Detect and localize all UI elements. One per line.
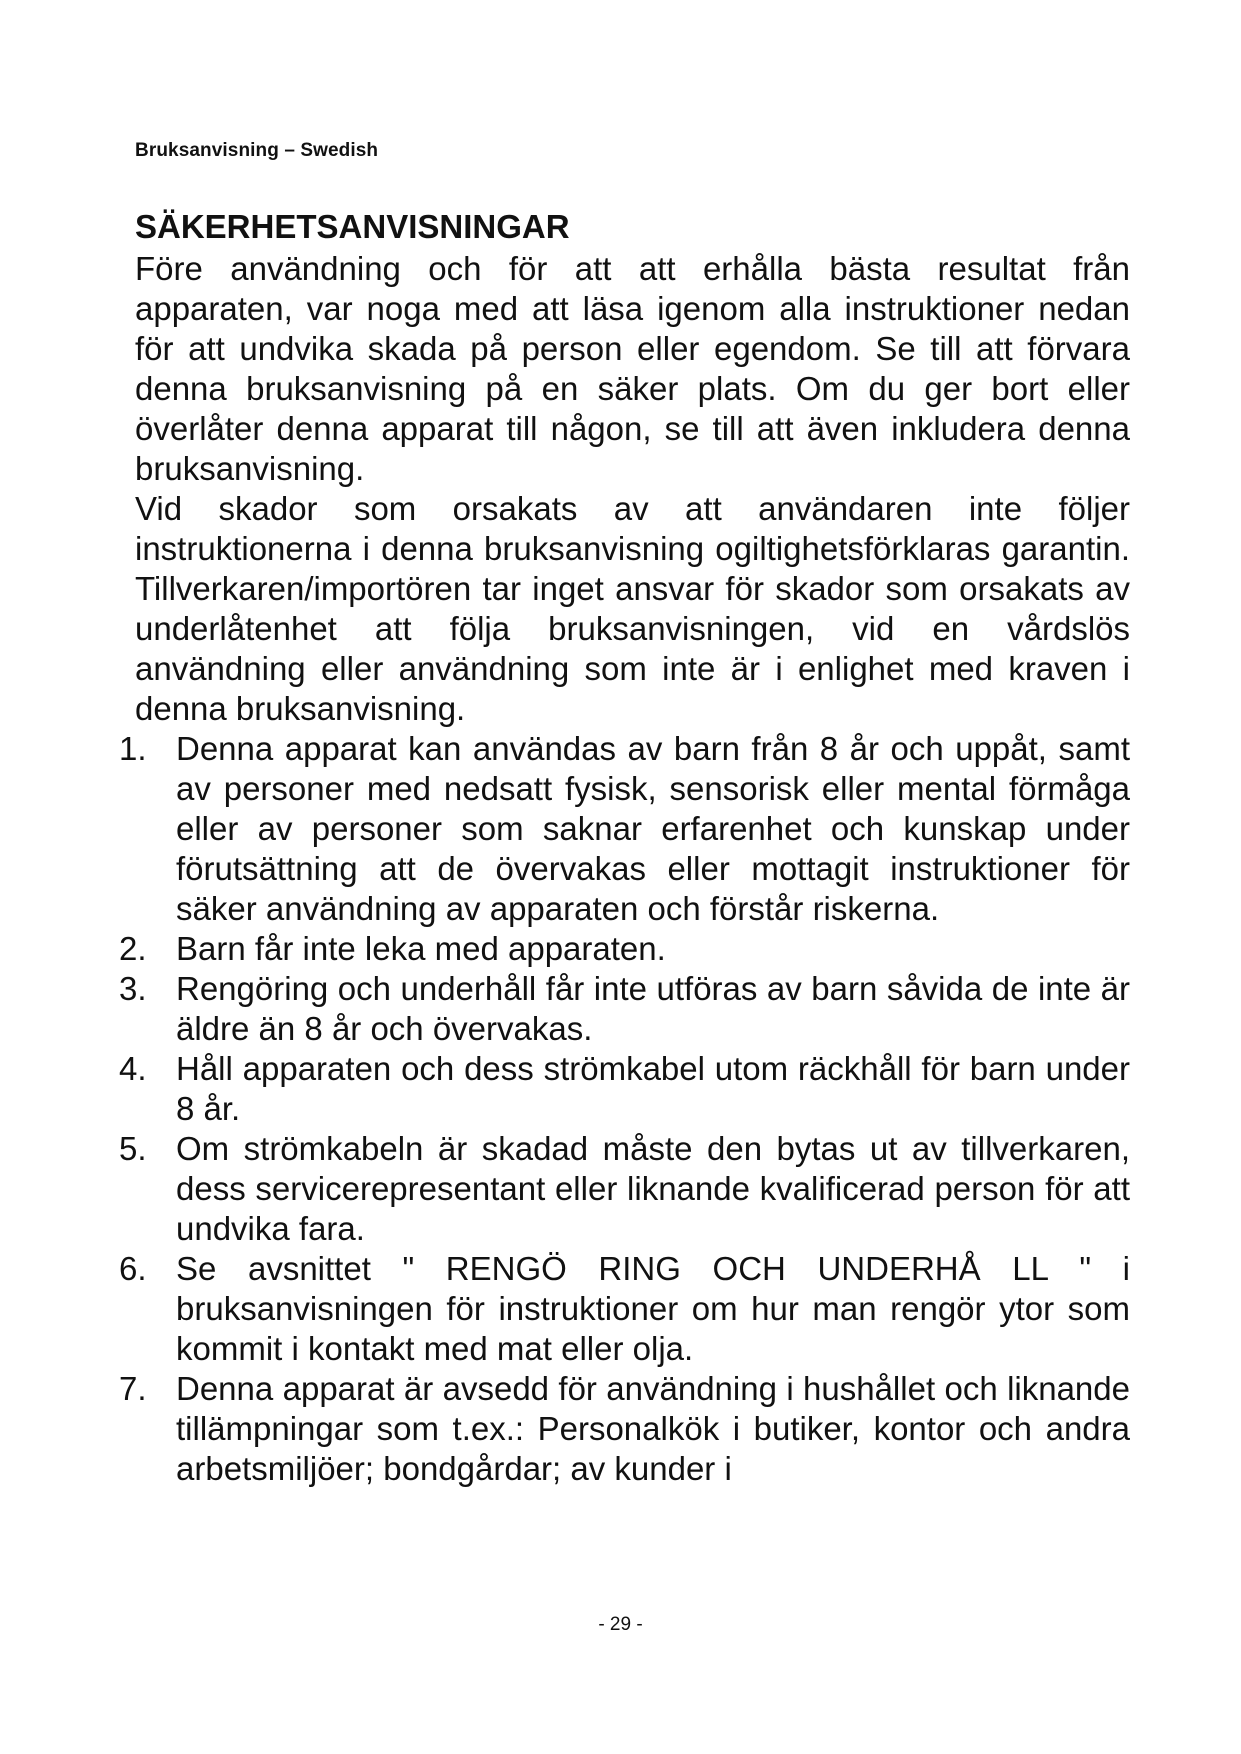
list-item-text: Om strömkabeln är skadad måste den bytas ut av tillverkaren, dess servicerepresentant eller liknande kvalificerad person för att undvika fara. xyxy=(176,1130,1130,1247)
list-item xyxy=(119,929,1130,969)
list-item-number: 1. xyxy=(119,730,147,767)
section-title: SÄKERHETSANVISNINGAR xyxy=(135,208,570,245)
list-item-text: Denna apparat är avsedd för användning i hushållet och liknande tillämpningar som t.ex.: Personalkök i butiker, kontor och andra arbetsmiljöer; bondgårdar; av kunder i xyxy=(176,1370,1130,1487)
list-item-text: Håll apparaten och dess strömkabel utom räckhåll för barn under 8 år. xyxy=(176,1050,1130,1127)
list-item-text: Rengöring och underhåll får inte utföras av barn såvida de inte är äldre än 8 år och övervakas. xyxy=(176,970,1130,1047)
list-item-number: 6. xyxy=(119,1250,147,1287)
list-item-number: 3. xyxy=(119,970,147,1007)
safety-section xyxy=(119,205,1130,1489)
list-item xyxy=(119,969,1130,1049)
list-item-text: Barn får inte leka med apparaten. xyxy=(176,930,666,967)
list-item-number: 2. xyxy=(119,930,147,967)
list-item xyxy=(119,729,1130,929)
safety-rules-list xyxy=(119,729,1130,1489)
warranty-paragraph: Vid skador som orsakats av att användaren inte följer instruktionerna i denna bruksanvisning ogiltighetsförklaras garantin. Tillverkaren/importören tar inget ansvar för skador som orsakats av underlåtenhet att följa bruksanvisningen, vid en vårdslös användning eller användning som inte är i enlighet med kraven i denna bruksanvisning. xyxy=(135,490,1130,727)
list-item-number: 4. xyxy=(119,1050,147,1087)
list-item xyxy=(119,1369,1130,1489)
running-header: Bruksanvisning – Swedish xyxy=(135,140,379,161)
list-item-text: Se avsnittet " RENGÖ RING OCH UNDERHÅ LL " i bruksanvisningen för instruktioner om hur man rengör ytor som kommit i kontakt med mat eller olja. xyxy=(176,1250,1130,1367)
intro-paragraph: Före användning och för att att erhålla bästa resultat från apparaten, var noga med att läsa igenom alla instruktioner nedan för att undvika skada på person eller egendom. Se till att förvara denna bruksanvisning på en säker plats. Om du ger bort eller överlåter denna apparat till någon, se till att även inkludera denna bruksanvisning. xyxy=(135,250,1130,487)
list-item-number: 5. xyxy=(119,1130,147,1167)
list-item-number: 7. xyxy=(119,1370,147,1407)
page-number: - 29 - xyxy=(598,1614,643,1635)
list-item-text: Denna apparat kan användas av barn från 8 år och uppåt, samt av personer med nedsatt fysisk, sensorisk eller mental förmåga eller av personer som saknar erfarenhet och kunskap under förutsättning att de övervakas eller mottagit instruktioner för säker användning av apparaten och förstår riskerna. xyxy=(176,730,1130,927)
list-item xyxy=(119,1049,1130,1129)
list-item xyxy=(119,1129,1130,1249)
list-item xyxy=(119,1249,1130,1369)
